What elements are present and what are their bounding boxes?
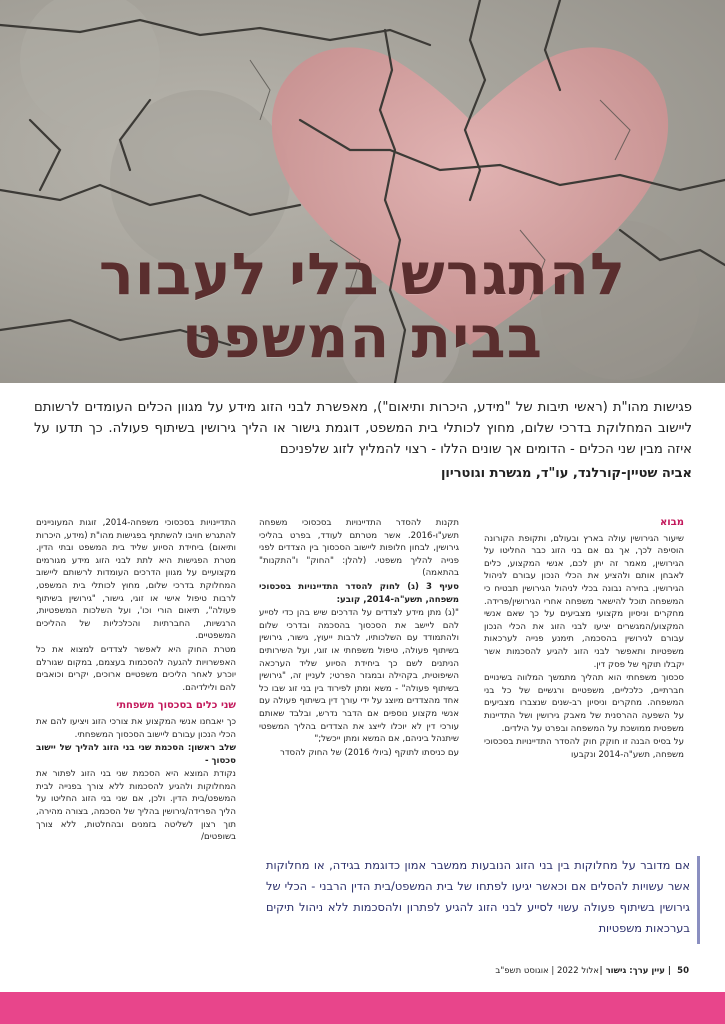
paragraph: מטרת החוק היא לאפשר לצדדים למצוא את כל האפשרויות להגעה להסכמות בעצמם, במקום שגורלם יוכרע לאחר הליכים משפטיים ארוכים, יקרים וכואבים להם ולילדיהם. xyxy=(36,644,236,693)
paragraph: תקנות להסדר התדיינויות בסכסוכי משפחה תשע"ו-2016. אשר מטרתם לעודד, בפרט בהליכי גירושין, לבחון חלופות ליישוב הסכסוך בין הצדדים לפני פנייה להליך משפטי. (להלן: "החוק" ו"התקנות" בהתאמה) xyxy=(259,518,459,579)
page-number: 50 xyxy=(677,966,689,976)
paragraph: כך יאבחנו אנשי המקצוע את צורכי הזוג ויציעו להם את הכלי הנכון עבורם ליישוב הסכסוך המשפחתי. xyxy=(36,716,236,740)
issue-date: אלול 2022 | אוגוסט תשפ"ב xyxy=(495,966,599,976)
footer-accent-bar xyxy=(0,992,725,1024)
paragraph: עם כניסתו לתוקף (ביולי 2016) של החוק להסדר xyxy=(279,747,459,758)
article-column-2 xyxy=(259,517,459,760)
article-title-line-2: בבית המשפט xyxy=(182,303,543,371)
paragraph: נקודת המוצא היא הסכמת שני בני הזוג לפתור את המחלוקות ולהגיע להסכמות ללא צורך בפנייה לבית המשפט/בית הדין. ולכן, אם שני בני הזוג החליטו על הליך הפרידה/גירושין בהליך של הסכמה, בצורה מהירה, תוך רצון לשליטה בזמנים ובהחלטות, ללא צורך בשופטים/ xyxy=(36,769,236,843)
article-column-1 xyxy=(484,517,684,762)
section-heading-intro: מבוא xyxy=(659,517,684,528)
page-footer xyxy=(0,958,725,982)
paragraph: סכסוך משפחתי הוא תהליך מתמשך המלווה בשינויים חברתיים, כלכליים, משפטיים ורגשיים של כל בני המשפחה. מחקרים וניסיון רב-שנים שנצברו מצביעים על השפעה ההרסנית של מאבק גירושין ושל התדיינות משפטית ממושכת על המשפחה ובפרט על הילדים. xyxy=(484,673,684,734)
paragraph: "(ג) מתן מידע לצדדים על הדרכים שיש בהן כדי לסייע להם ליישב את הסכסוך בהסכמה ובדרכי שלום ולהתמודד עם השלכותיו, לרבות ייעוץ, גישור, גירושין בשיתוף פעולה, טיפול משפחתי או זוגי, ועל השירותים הניתנים לשם כך ביחידת הסיוע שליד הערכאה השיפוטית, בקהילה ובמגזר הפרטי; לעניין זה, "גירושין בשיתוף פעולה" - משא ומתן לפירוד בין בני זוג שבו כל אחד מהצדדים מיוצג על ידי עורך דין בשיתוף פעולה עם אנשי מקצוע נוספים אם הדבר נדרש, ובלבד שאותם עורכי דין לא יוכלו לייצג את הצדדים בהליך המשפטי שיתנהל ביניהם, אם המשא ומתן ייכשל;" xyxy=(259,608,459,745)
paragraph: על בסיס הבנה זו חוקק חוק להסדר התדיינויות בסכסוכי משפחה, תשע"ה-2014 ונקבעו xyxy=(484,737,684,760)
pull-quote-bar xyxy=(697,856,700,944)
article-intro: פגישות מהו"ת (ראשי תיבות של "מידע, היכרות ותיאום"), מאפשרת לבני הזוג מידע על מגוון הכלים העומדים לרשותם ליישוב המחלוקת בדרכי שלום, מחוץ לכותלי בית המשפט, דוגמת גישור או הליך גירושין בשיתוף פעולה. כך תדעו על איזה מבין שני הכלים - הדומים אך שונים הללו - רצוי להמליץ לזוג שלפניכם xyxy=(34,400,692,457)
pull-quote: אם מדובר על מחלוקות בין בני הזוג הנובעות ממשבר אמון כדוגמת בגידה, או מחלוקות אשר עשויות להסלים אם וכאשר יגיעו לפתחו של בית המשפט/בית הדין הרבני - הכלי של גירושין בשיתוף פעולה עשוי לסייע לבני הזוג להגיע לפתרון ולהסכמות ללא ניהול תיקים בערכאות משפטיות xyxy=(266,858,690,935)
law-citation: סעיף 3 (ג) לחוק להסדר התדיינויות בסכסוכי משפחה, תשע"ה-2014, קובע: xyxy=(259,581,459,605)
section-heading-two-tools: שני כלים בסכסוך משפחתי xyxy=(116,700,236,712)
article-title-line-1: להתגרש בלי לעבור xyxy=(98,240,627,308)
hero-image xyxy=(0,0,725,383)
step-one-label: שלב ראשון: הסכמת שני בני הזוג להליך של יישוב סכסוך - xyxy=(36,743,236,766)
paragraph: שיעור הגירושין עולה בארץ ובעולם, ותקופת הקורונה הוסיפה לכך, אך גם אם בני הזוג כבר החליטו על הגירושין, מאמר זה יתן לכם, אנשי המקצוע, כלים לאבחן אותם ולהציע את הכלי הנכון עבורם לניהול הגירושין. בחירה נבונה בכלי לניהול הגירושין תבטיח כי המשפחה תוכל להישאר משפחה אחרי הגירושין/פרידה. מחקרים וניסיון מקצועי מצביעים על כך שאם אנשי המקצוע/המגשרים יציעו לבני הזוג את הכלי הנכון עבורם לגירושין בהסכמה, תימנע פנייה לערכאות משפטיות ותאפשר לבני הזוג להגיע להסכמות אשר יקבלו תוקף של פסק דין. xyxy=(484,533,684,670)
author-byline: אביה שטיין-קורלנד, עו"ד, מגשרת וגוטריון xyxy=(440,466,692,481)
article-column-3 xyxy=(36,517,236,845)
paragraph: התדיינויות בסכסוכי משפחה-2014, זוגות המעוניינים להתגרש חויבו להשתתף בפגישות מהו"ת (מידע, היכרות ותיאום) ביחידת הסיוע שליד בית המשפט ובתי הדין. מטרת הפגישות היא לתת לבני הזוג מידע מגורמים מקצועיים על מגוון הדרכים העומדות לרשותם ליישוב המחלוקת בדרכי שלום, מחוץ לכותלי בית המשפט, לרבות טיפול אישי או זוגי, גישור, "גירושין בשיתוף פעולה", תיאום הורי וכו', ועל השלכות המשפטיות, הרגשיות, החברתיות והכלכליות של ההליכים המשפטיים. xyxy=(36,518,236,642)
magazine-name: | עיין ערך: גישור | xyxy=(599,966,671,976)
